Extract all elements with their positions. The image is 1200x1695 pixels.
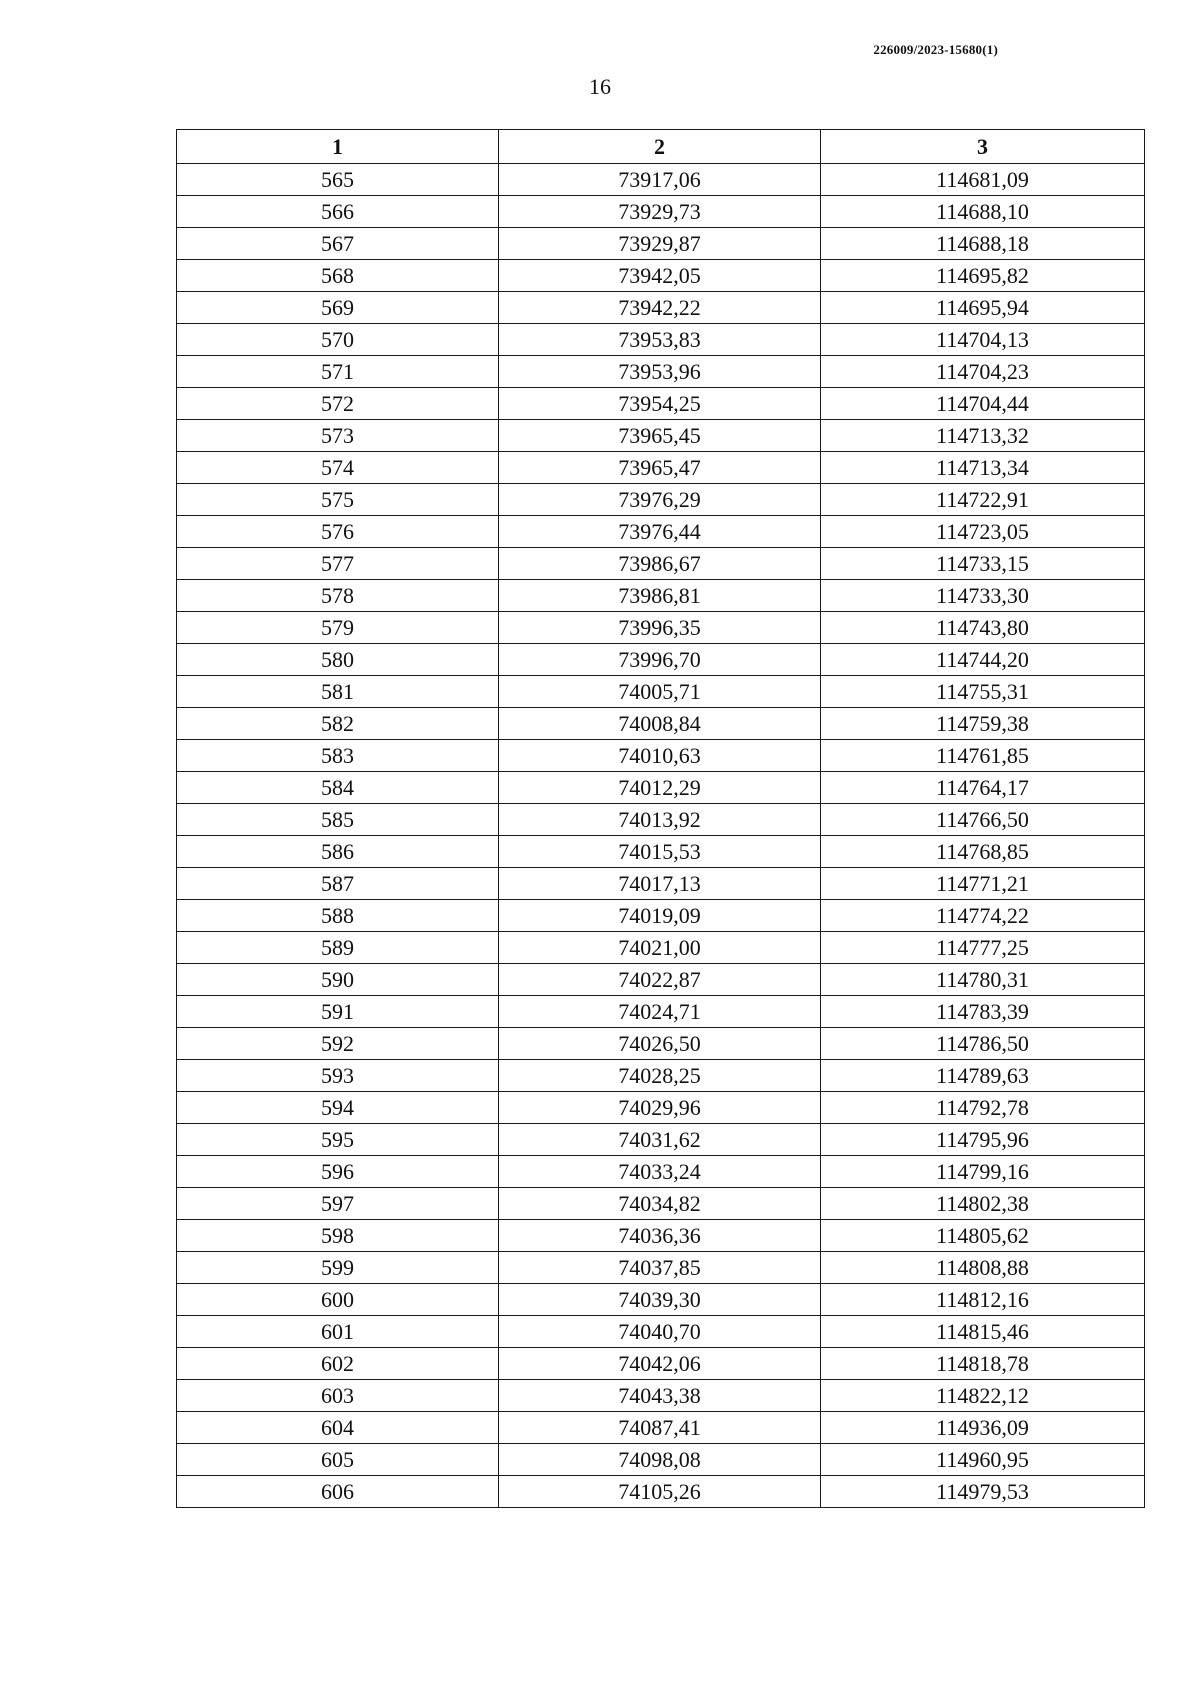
- x-coordinate-cell: 74039,30: [499, 1284, 821, 1316]
- page-number: 16: [589, 74, 611, 99]
- point-number-cell: 601: [177, 1316, 499, 1348]
- table-row: [177, 644, 1145, 676]
- y-coordinate-cell: 114805,62: [821, 1220, 1145, 1252]
- point-number-cell: 581: [177, 676, 499, 708]
- x-coordinate-cell: 74019,09: [499, 900, 821, 932]
- point-number-cell: 591: [177, 996, 499, 1028]
- y-coordinate-cell: 114774,22: [821, 900, 1145, 932]
- point-number-cell: 585: [177, 804, 499, 836]
- x-coordinate-cell: 74040,70: [499, 1316, 821, 1348]
- table-row: [177, 900, 1145, 932]
- table-row: [177, 1348, 1145, 1380]
- y-coordinate-cell: 114771,21: [821, 868, 1145, 900]
- x-coordinate-cell: 73965,45: [499, 420, 821, 452]
- y-coordinate-cell: 114723,05: [821, 516, 1145, 548]
- y-coordinate-cell: 114695,82: [821, 260, 1145, 292]
- table-row: [177, 964, 1145, 996]
- point-number-cell: 570: [177, 324, 499, 356]
- point-number-cell: 571: [177, 356, 499, 388]
- table-row: [177, 388, 1145, 420]
- point-number-cell: 577: [177, 548, 499, 580]
- point-number-cell: 597: [177, 1188, 499, 1220]
- point-number-cell: 588: [177, 900, 499, 932]
- point-number-cell: 568: [177, 260, 499, 292]
- point-number-cell: 578: [177, 580, 499, 612]
- x-coordinate-cell: 74034,82: [499, 1188, 821, 1220]
- y-coordinate-cell: 114802,38: [821, 1188, 1145, 1220]
- x-coordinate-cell: 74029,96: [499, 1092, 821, 1124]
- table-row: [177, 708, 1145, 740]
- table-row: [177, 996, 1145, 1028]
- table-row: [177, 1156, 1145, 1188]
- x-coordinate-cell: 74037,85: [499, 1252, 821, 1284]
- y-coordinate-cell: 114789,63: [821, 1060, 1145, 1092]
- point-number-cell: 602: [177, 1348, 499, 1380]
- y-coordinate-cell: 114722,91: [821, 484, 1145, 516]
- y-coordinate-cell: 114733,30: [821, 580, 1145, 612]
- column-header: 1: [177, 130, 499, 164]
- x-coordinate-cell: 73942,05: [499, 260, 821, 292]
- point-number-cell: 589: [177, 932, 499, 964]
- table-row: [177, 260, 1145, 292]
- x-coordinate-cell: 73954,25: [499, 388, 821, 420]
- table-header-row: [177, 130, 1145, 164]
- point-number-cell: 603: [177, 1380, 499, 1412]
- table-row: [177, 612, 1145, 644]
- table-row: [177, 228, 1145, 260]
- point-number-cell: 594: [177, 1092, 499, 1124]
- table-row: [177, 420, 1145, 452]
- y-coordinate-cell: 114815,46: [821, 1316, 1145, 1348]
- y-coordinate-cell: 114755,31: [821, 676, 1145, 708]
- table-row: [177, 1444, 1145, 1476]
- table-row: [177, 1316, 1145, 1348]
- x-coordinate-cell: 74010,63: [499, 740, 821, 772]
- x-coordinate-cell: 74105,26: [499, 1476, 821, 1508]
- point-number-cell: 604: [177, 1412, 499, 1444]
- y-coordinate-cell: 114808,88: [821, 1252, 1145, 1284]
- point-number-cell: 579: [177, 612, 499, 644]
- table-row: [177, 1412, 1145, 1444]
- y-coordinate-cell: 114733,15: [821, 548, 1145, 580]
- x-coordinate-cell: 74005,71: [499, 676, 821, 708]
- x-coordinate-cell: 73976,44: [499, 516, 821, 548]
- point-number-cell: 573: [177, 420, 499, 452]
- table-row: [177, 356, 1145, 388]
- y-coordinate-cell: 114766,50: [821, 804, 1145, 836]
- table-row: [177, 164, 1145, 196]
- point-number-cell: 583: [177, 740, 499, 772]
- point-number-cell: 593: [177, 1060, 499, 1092]
- x-coordinate-cell: 73953,96: [499, 356, 821, 388]
- x-coordinate-cell: 73953,83: [499, 324, 821, 356]
- x-coordinate-cell: 73929,73: [499, 196, 821, 228]
- table-row: [177, 1028, 1145, 1060]
- y-coordinate-cell: 114688,10: [821, 196, 1145, 228]
- x-coordinate-cell: 73986,81: [499, 580, 821, 612]
- point-number-cell: 598: [177, 1220, 499, 1252]
- table-row: [177, 452, 1145, 484]
- x-coordinate-cell: 74028,25: [499, 1060, 821, 1092]
- x-coordinate-cell: 74012,29: [499, 772, 821, 804]
- point-number-cell: 580: [177, 644, 499, 676]
- x-coordinate-cell: 74043,38: [499, 1380, 821, 1412]
- table-row: [177, 1124, 1145, 1156]
- x-coordinate-cell: 74042,06: [499, 1348, 821, 1380]
- column-header: 3: [821, 130, 1145, 164]
- point-number-cell: 587: [177, 868, 499, 900]
- point-number-cell: 565: [177, 164, 499, 196]
- point-number-cell: 572: [177, 388, 499, 420]
- point-number-cell: 575: [177, 484, 499, 516]
- table-row: [177, 676, 1145, 708]
- x-coordinate-cell: 74008,84: [499, 708, 821, 740]
- point-number-cell: 586: [177, 836, 499, 868]
- x-coordinate-cell: 73929,87: [499, 228, 821, 260]
- y-coordinate-cell: 114768,85: [821, 836, 1145, 868]
- column-header: 2: [499, 130, 821, 164]
- x-coordinate-cell: 74036,36: [499, 1220, 821, 1252]
- point-number-cell: 600: [177, 1284, 499, 1316]
- y-coordinate-cell: 114688,18: [821, 228, 1145, 260]
- y-coordinate-cell: 114761,85: [821, 740, 1145, 772]
- point-number-cell: 606: [177, 1476, 499, 1508]
- y-coordinate-cell: 114780,31: [821, 964, 1145, 996]
- x-coordinate-cell: 73942,22: [499, 292, 821, 324]
- x-coordinate-cell: 74022,87: [499, 964, 821, 996]
- y-coordinate-cell: 114783,39: [821, 996, 1145, 1028]
- x-coordinate-cell: 74017,13: [499, 868, 821, 900]
- table-row: [177, 1220, 1145, 1252]
- table-row: [177, 292, 1145, 324]
- x-coordinate-cell: 73917,06: [499, 164, 821, 196]
- point-number-cell: 574: [177, 452, 499, 484]
- x-coordinate-cell: 74087,41: [499, 1412, 821, 1444]
- y-coordinate-cell: 114818,78: [821, 1348, 1145, 1380]
- y-coordinate-cell: 114681,09: [821, 164, 1145, 196]
- table-row: [177, 772, 1145, 804]
- table-row: [177, 836, 1145, 868]
- y-coordinate-cell: 114764,17: [821, 772, 1145, 804]
- y-coordinate-cell: 114704,13: [821, 324, 1145, 356]
- document-id: 226009/2023-15680(1): [873, 42, 998, 57]
- table-row: [177, 932, 1145, 964]
- table-row: [177, 1476, 1145, 1508]
- x-coordinate-cell: 74033,24: [499, 1156, 821, 1188]
- table-row: [177, 324, 1145, 356]
- y-coordinate-cell: 114822,12: [821, 1380, 1145, 1412]
- x-coordinate-cell: 74024,71: [499, 996, 821, 1028]
- y-coordinate-cell: 114786,50: [821, 1028, 1145, 1060]
- y-coordinate-cell: 114743,80: [821, 612, 1145, 644]
- x-coordinate-cell: 73996,70: [499, 644, 821, 676]
- table-row: [177, 1252, 1145, 1284]
- point-number-cell: 576: [177, 516, 499, 548]
- table-row: [177, 196, 1145, 228]
- coordinates-table: [176, 129, 1145, 1508]
- x-coordinate-cell: 74015,53: [499, 836, 821, 868]
- point-number-cell: 605: [177, 1444, 499, 1476]
- x-coordinate-cell: 74031,62: [499, 1124, 821, 1156]
- y-coordinate-cell: 114704,23: [821, 356, 1145, 388]
- point-number-cell: 590: [177, 964, 499, 996]
- x-coordinate-cell: 74098,08: [499, 1444, 821, 1476]
- y-coordinate-cell: 114936,09: [821, 1412, 1145, 1444]
- x-coordinate-cell: 73965,47: [499, 452, 821, 484]
- point-number-cell: 595: [177, 1124, 499, 1156]
- y-coordinate-cell: 114792,78: [821, 1092, 1145, 1124]
- table-row: [177, 740, 1145, 772]
- point-number-cell: 582: [177, 708, 499, 740]
- y-coordinate-cell: 114695,94: [821, 292, 1145, 324]
- table-row: [177, 1284, 1145, 1316]
- y-coordinate-cell: 114812,16: [821, 1284, 1145, 1316]
- table-row: [177, 1380, 1145, 1412]
- y-coordinate-cell: 114799,16: [821, 1156, 1145, 1188]
- table-row: [177, 548, 1145, 580]
- table-row: [177, 1188, 1145, 1220]
- x-coordinate-cell: 74013,92: [499, 804, 821, 836]
- point-number-cell: 592: [177, 1028, 499, 1060]
- y-coordinate-cell: 114713,34: [821, 452, 1145, 484]
- table-row: [177, 868, 1145, 900]
- table-row: [177, 1060, 1145, 1092]
- y-coordinate-cell: 114795,96: [821, 1124, 1145, 1156]
- y-coordinate-cell: 114759,38: [821, 708, 1145, 740]
- point-number-cell: 584: [177, 772, 499, 804]
- point-number-cell: 569: [177, 292, 499, 324]
- y-coordinate-cell: 114960,95: [821, 1444, 1145, 1476]
- y-coordinate-cell: 114744,20: [821, 644, 1145, 676]
- x-coordinate-cell: 73986,67: [499, 548, 821, 580]
- y-coordinate-cell: 114777,25: [821, 932, 1145, 964]
- x-coordinate-cell: 73976,29: [499, 484, 821, 516]
- y-coordinate-cell: 114704,44: [821, 388, 1145, 420]
- point-number-cell: 566: [177, 196, 499, 228]
- table-row: [177, 484, 1145, 516]
- x-coordinate-cell: 73996,35: [499, 612, 821, 644]
- table-body: [177, 164, 1145, 1508]
- table-row: [177, 804, 1145, 836]
- point-number-cell: 567: [177, 228, 499, 260]
- point-number-cell: 596: [177, 1156, 499, 1188]
- table-row: [177, 1092, 1145, 1124]
- point-number-cell: 599: [177, 1252, 499, 1284]
- x-coordinate-cell: 74026,50: [499, 1028, 821, 1060]
- y-coordinate-cell: 114979,53: [821, 1476, 1145, 1508]
- table-row: [177, 516, 1145, 548]
- x-coordinate-cell: 74021,00: [499, 932, 821, 964]
- y-coordinate-cell: 114713,32: [821, 420, 1145, 452]
- table-row: [177, 580, 1145, 612]
